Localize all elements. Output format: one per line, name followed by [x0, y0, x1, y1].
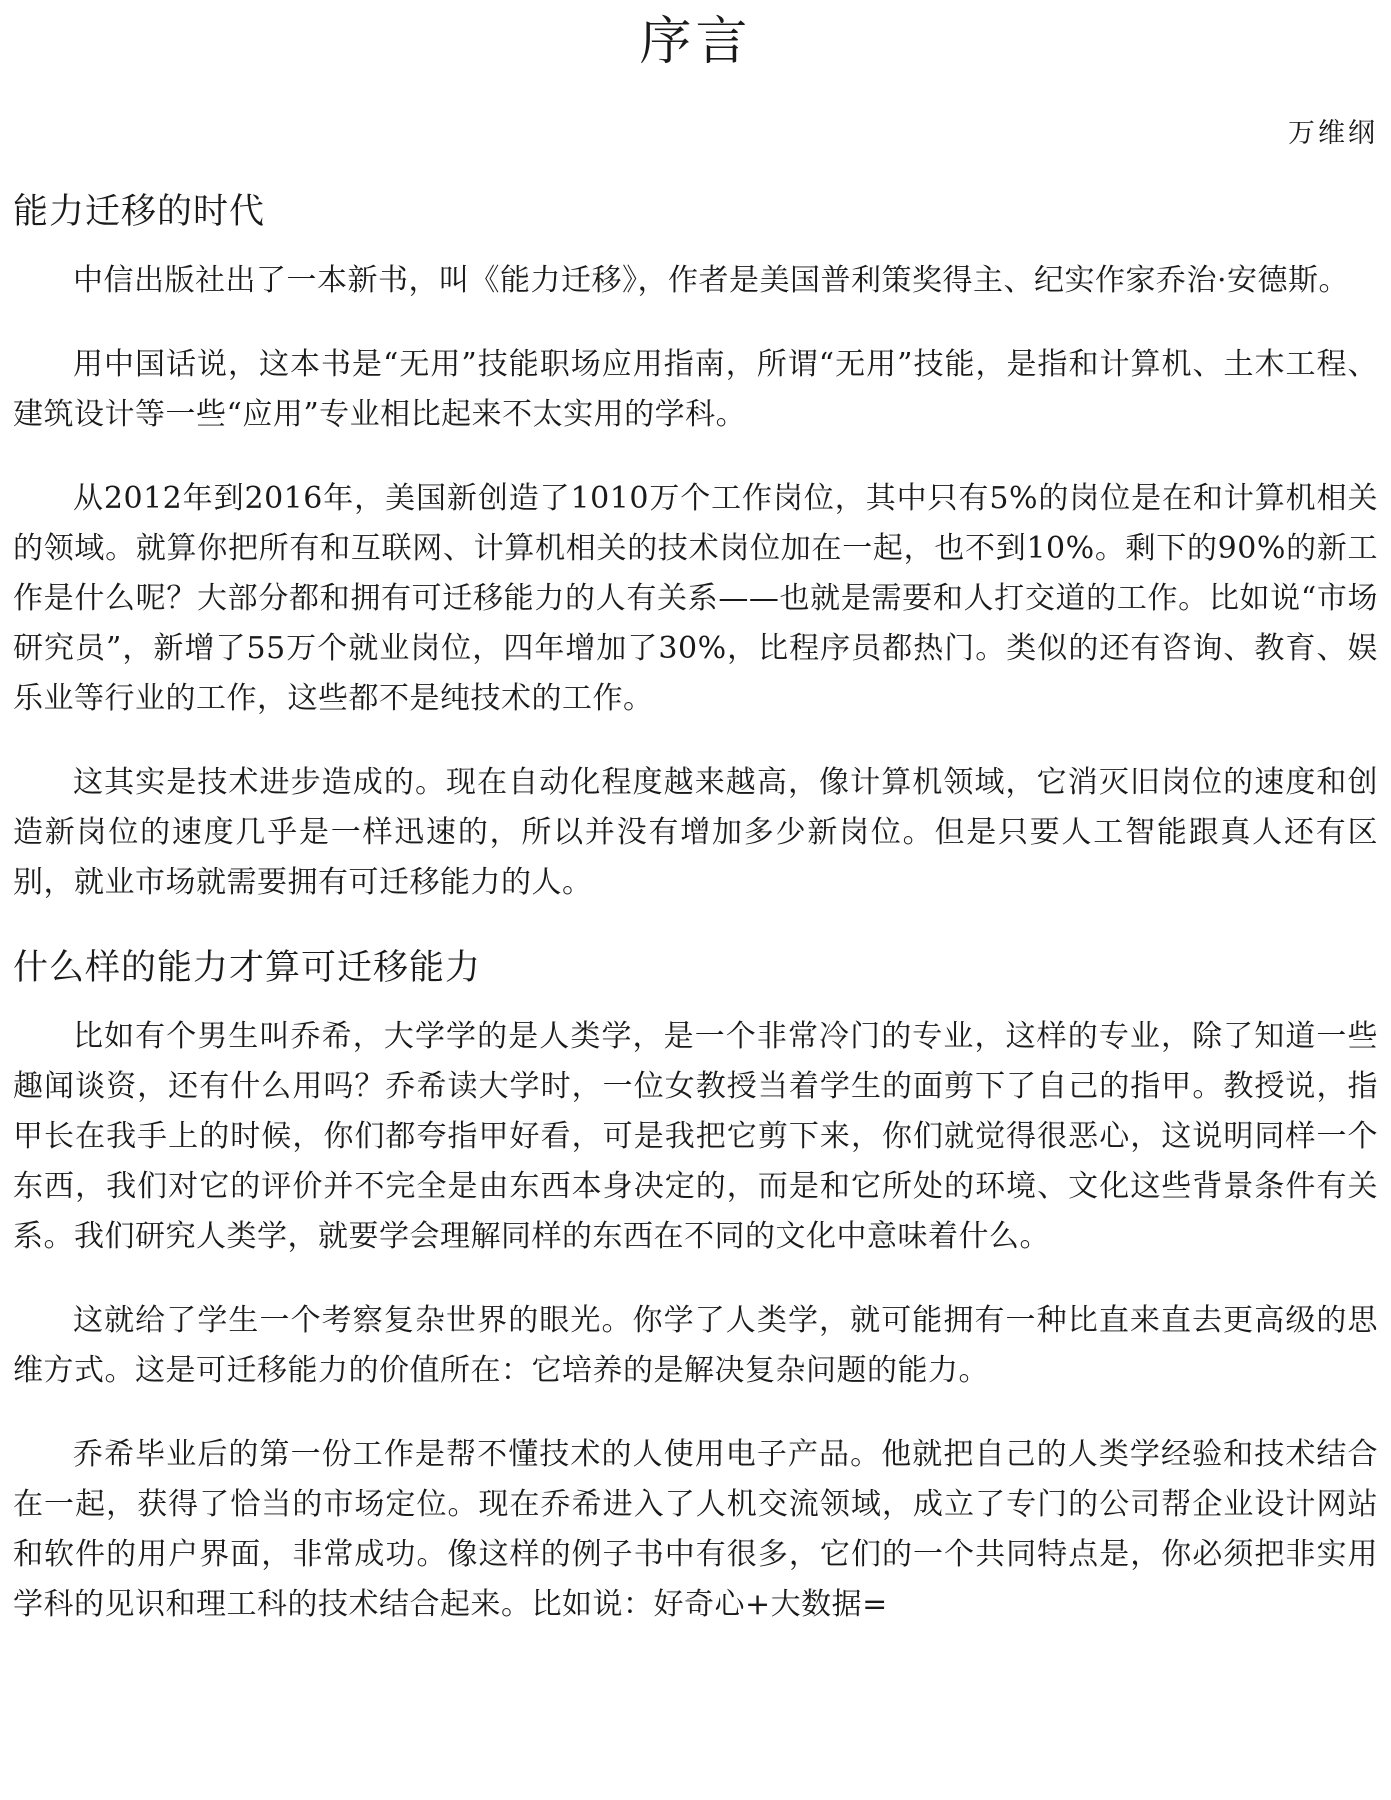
document-title: 序言: [639, 12, 752, 72]
paragraph: 用中国话说，这本书是“无用”技能职场应用指南，所谓“无用”技能，是指和计算机、土木工程、建筑设计等一些“应用”专业相比起来不太实用的学科。: [13, 347, 1378, 432]
section-heading: 能力迁移的时代: [13, 192, 266, 232]
section-transferable-ability: [13, 946, 1378, 1630]
paragraph: 乔希毕业后的第一份工作是帮不懂技术的人使用电子产品。他就把自己的人类学经验和技术结合在一起，获得了恰当的市场定位。现在乔希进入了人机交流领域，成立了专门的公司帮企业设计网站和软件的用户界面，非常成功。像这样的例子书中有很多，它们的一个共同特点是，你必须把非实用学科的见识和理工科的技术结合起来。比如说：好奇心+大数据=: [13, 1437, 1378, 1622]
paragraph: 这其实是技术进步造成的。现在自动化程度越来越高，像计算机领域，它消灭旧岗位的速度和创造新岗位的速度几乎是一样迅速的，所以并没有增加多少新岗位。但是只要人工智能跟真人还有区别，就业市场就需要拥有可迁移能力的人。: [13, 765, 1378, 900]
author-name: 万维纲: [1288, 118, 1378, 149]
paragraph: 从2012年到2016年，美国新创造了1010万个工作岗位，其中只有5%的岗位是在和计算机相关的领域。就算你把所有和互联网、计算机相关的技术岗位加在一起，也不到10%。剩下的90%的新工作是什么呢？大部分都和拥有可迁移能力的人有关系——也就是需要和人打交道的工作。比如说“市场研究员”，新增了55万个就业岗位，四年增加了30%，比程序员都热门。类似的还有咨询、教育、娱乐业等行业的工作，这些都不是纯技术的工作。: [13, 481, 1378, 716]
section-heading: 什么样的能力才算可迁移能力: [13, 948, 482, 988]
paragraph: 中信出版社出了一本新书，叫《能力迁移》，作者是美国普利策奖得主、纪实作家乔治·安德斯。: [73, 263, 1350, 298]
section-ability-transfer-era: [13, 190, 1378, 908]
paragraph: 比如有个男生叫乔希，大学学的是人类学，是一个非常冷门的专业，这样的专业，除了知道一些趣闻谈资，还有什么用吗？乔希读大学时，一位女教授当着学生的面剪下了自己的指甲。教授说，指甲长在我手上的时候，你们都夸指甲好看，可是我把它剪下来，你们就觉得很恶心，这说明同样一个东西，我们对它的评价并不完全是由东西本身决定的，而是和它所处的环境、文化这些背景条件有关系。我们研究人类学，就要学会理解同样的东西在不同的文化中意味着什么。: [13, 1019, 1378, 1254]
paragraph: 这就给了学生一个考察复杂世界的眼光。你学了人类学，就可能拥有一种比直来直去更高级的思维方式。这是可迁移能力的价值所在：它培养的是解决复杂问题的能力。: [13, 1303, 1378, 1388]
document-page: [13, 0, 1378, 1630]
